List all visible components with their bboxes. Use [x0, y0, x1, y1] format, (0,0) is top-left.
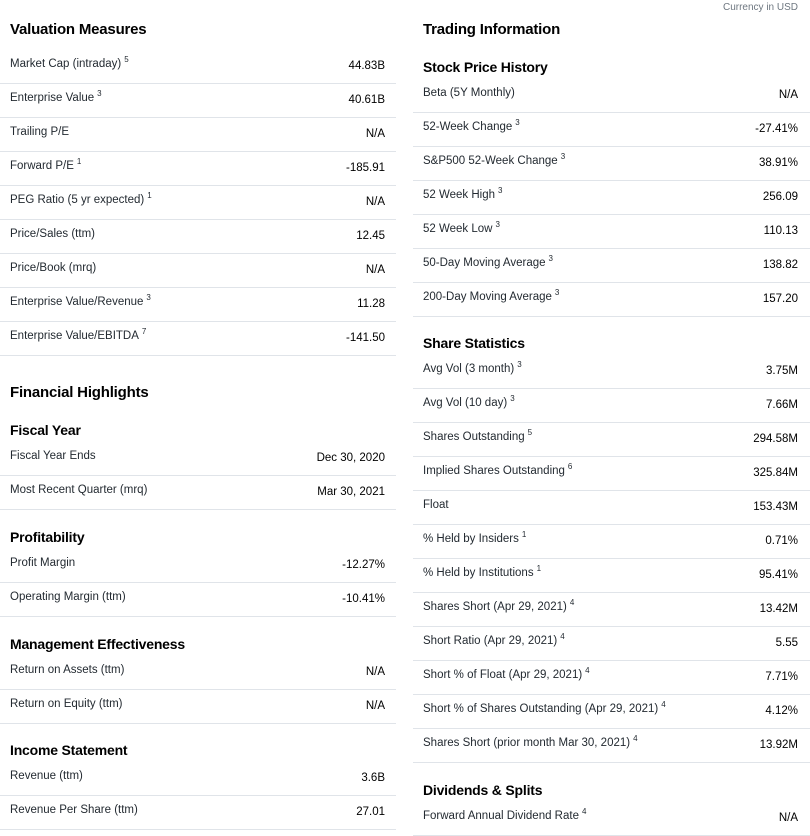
stat-label: 52 Week Low $^3$ [423, 220, 500, 235]
stat-label: PEG Ratio (5 yr expected) $^1$ [10, 191, 152, 206]
stat-value: 13.42M [759, 603, 798, 615]
profitability-heading: Profitability [10, 529, 85, 545]
stat-row [0, 185, 396, 220]
stat-value: N/A [778, 89, 798, 101]
stat-label: Profit Margin [10, 557, 76, 569]
share-statistics-heading: Share Statistics [423, 335, 525, 351]
dividends-splits-heading: Dividends & Splits [423, 782, 543, 798]
stat-row [413, 524, 810, 559]
stat-row [413, 490, 810, 525]
stat-value: 38.91% [758, 157, 798, 169]
stat-value: 7.66M [766, 399, 798, 411]
stat-row [413, 422, 810, 457]
stat-row [0, 761, 396, 796]
stat-value: N/A [365, 196, 385, 208]
stat-label: Price/Sales (ttm) [10, 228, 95, 240]
stat-row [413, 626, 810, 661]
stat-row [0, 548, 396, 583]
stat-label: Fiscal Year Ends [10, 450, 96, 462]
stat-label: Enterprise Value/EBITDA $^7$ [10, 327, 147, 342]
stat-value: 7.71% [765, 671, 798, 683]
stat-row [413, 558, 810, 593]
stat-label: Market Cap (intraday) $^5$ [10, 55, 129, 70]
stat-label: Operating Margin (ttm) [10, 591, 126, 603]
stat-row [413, 694, 810, 729]
stat-row [413, 78, 810, 113]
stat-row [413, 248, 810, 283]
stat-value: 11.28 [357, 298, 385, 310]
stat-label: Revenue (ttm) [10, 770, 83, 782]
stat-value: Mar 30, 2021 [317, 486, 385, 498]
stat-value: 157.20 [762, 293, 798, 305]
stat-value: 110.13 [763, 225, 798, 237]
stat-row [413, 801, 810, 836]
stat-label: Shares Outstanding $^5$ [423, 428, 533, 443]
stat-value: 27.01 [356, 806, 385, 818]
stat-label: % Held by Insiders $^1$ [423, 530, 527, 545]
stat-label: Enterprise Value/Revenue $^3$ [10, 293, 151, 308]
fiscal-year-heading: Fiscal Year [10, 422, 81, 438]
stat-row [0, 475, 396, 510]
stat-label: Shares Short (Apr 29, 2021) $^4$ [423, 598, 575, 613]
stat-value: 5.55 [775, 637, 798, 649]
stat-row [0, 253, 396, 288]
stat-row [0, 49, 396, 84]
stat-row [413, 354, 810, 389]
stat-label: Trailing P/E [10, 126, 70, 138]
stat-row [413, 282, 810, 317]
stat-label: Short % of Float (Apr 29, 2021) $^4$ [423, 666, 590, 681]
stat-row [413, 180, 810, 215]
stat-label: 52-Week Change $^3$ [423, 118, 520, 133]
stat-label: 50-Day Moving Average $^3$ [423, 254, 553, 269]
stat-value: 256.09 [762, 191, 798, 203]
stat-value: N/A [365, 264, 385, 276]
stat-label: Short % of Shares Outstanding (Apr 29, 2021) $^4$ [423, 700, 666, 715]
currency-note: Currency in USD [722, 2, 798, 13]
financial-highlights-heading: Financial Highlights [10, 384, 149, 401]
stat-label: Beta (5Y Monthly) [423, 87, 515, 99]
stat-value: N/A [365, 700, 385, 712]
stock-price-history-heading: Stock Price History [423, 59, 548, 75]
stat-row [413, 456, 810, 491]
stat-row [0, 219, 396, 254]
stat-value: 294.58M [753, 433, 798, 445]
stat-value: N/A [365, 666, 385, 678]
stat-value: 4.12% [765, 705, 798, 717]
stat-value: 3.6B [361, 772, 385, 784]
stat-row [0, 795, 396, 830]
stat-value: -185.91 [345, 162, 385, 174]
stat-label: Avg Vol (3 month) $^3$ [423, 360, 522, 375]
valuation-measures-heading: Valuation Measures [10, 21, 147, 38]
stat-value: N/A [365, 128, 385, 140]
stat-row [413, 592, 810, 627]
stat-label: 52 Week High $^3$ [423, 186, 503, 201]
stat-label: Most Recent Quarter (mrq) [10, 484, 148, 496]
stat-row [413, 146, 810, 181]
stat-value: 40.61B [348, 94, 385, 106]
stat-row [0, 582, 396, 617]
stat-row [0, 441, 396, 476]
stat-label: Float [423, 499, 449, 511]
stat-label: Avg Vol (10 day) $^3$ [423, 394, 515, 409]
stat-value: 0.71% [765, 535, 798, 547]
stat-value: -12.27% [342, 559, 385, 571]
stat-label: S&P500 52-Week Change $^3$ [423, 152, 566, 167]
stat-value: -27.41% [755, 123, 798, 135]
stat-row [413, 388, 810, 423]
stat-row [413, 728, 810, 763]
stat-label: Return on Assets (ttm) [10, 664, 125, 676]
stat-label: Price/Book (mrq) [10, 262, 97, 274]
stat-value: -10.41% [342, 593, 385, 605]
stat-value: 3.75M [766, 365, 798, 377]
stat-row [413, 660, 810, 695]
stat-row [0, 151, 396, 186]
stat-row [0, 117, 396, 152]
management-effectiveness-heading: Management Effectiveness [10, 636, 185, 652]
stat-label: % Held by Institutions $^1$ [423, 564, 542, 579]
stat-value: N/A [778, 812, 798, 824]
trading-information-heading: Trading Information [423, 21, 561, 38]
stat-label: Shares Short (prior month Mar 30, 2021) $^4$ [423, 734, 638, 749]
stat-label: Forward Annual Dividend Rate $^4$ [423, 807, 587, 822]
stat-value: Dec 30, 2020 [316, 452, 385, 464]
stat-row [0, 689, 396, 724]
stat-label: Enterprise Value $^3$ [10, 89, 102, 104]
stat-value: 95.41% [758, 569, 798, 581]
stat-value: 13.92M [759, 739, 798, 751]
stat-row [413, 112, 810, 147]
stat-row [0, 287, 396, 322]
stat-value: 44.83B [348, 60, 385, 72]
stat-label: Return on Equity (ttm) [10, 698, 123, 710]
stat-row [0, 655, 396, 690]
stat-value: 12.45 [356, 230, 385, 242]
stat-value: 153.43M [753, 501, 798, 513]
stat-value: -141.50 [345, 332, 385, 344]
stat-label: Implied Shares Outstanding $^6$ [423, 462, 573, 477]
stat-value: 138.82 [762, 259, 798, 271]
stat-row [413, 214, 810, 249]
income-statement-heading: Income Statement [10, 742, 128, 758]
stat-row [0, 321, 396, 356]
stat-label: 200-Day Moving Average $^3$ [423, 288, 560, 303]
stat-row [0, 83, 396, 118]
stat-label: Revenue Per Share (ttm) [10, 804, 138, 816]
stat-label: Forward P/E $^1$ [10, 157, 82, 172]
stat-label: Short Ratio (Apr 29, 2021) $^4$ [423, 632, 565, 647]
stat-value: 325.84M [753, 467, 798, 479]
